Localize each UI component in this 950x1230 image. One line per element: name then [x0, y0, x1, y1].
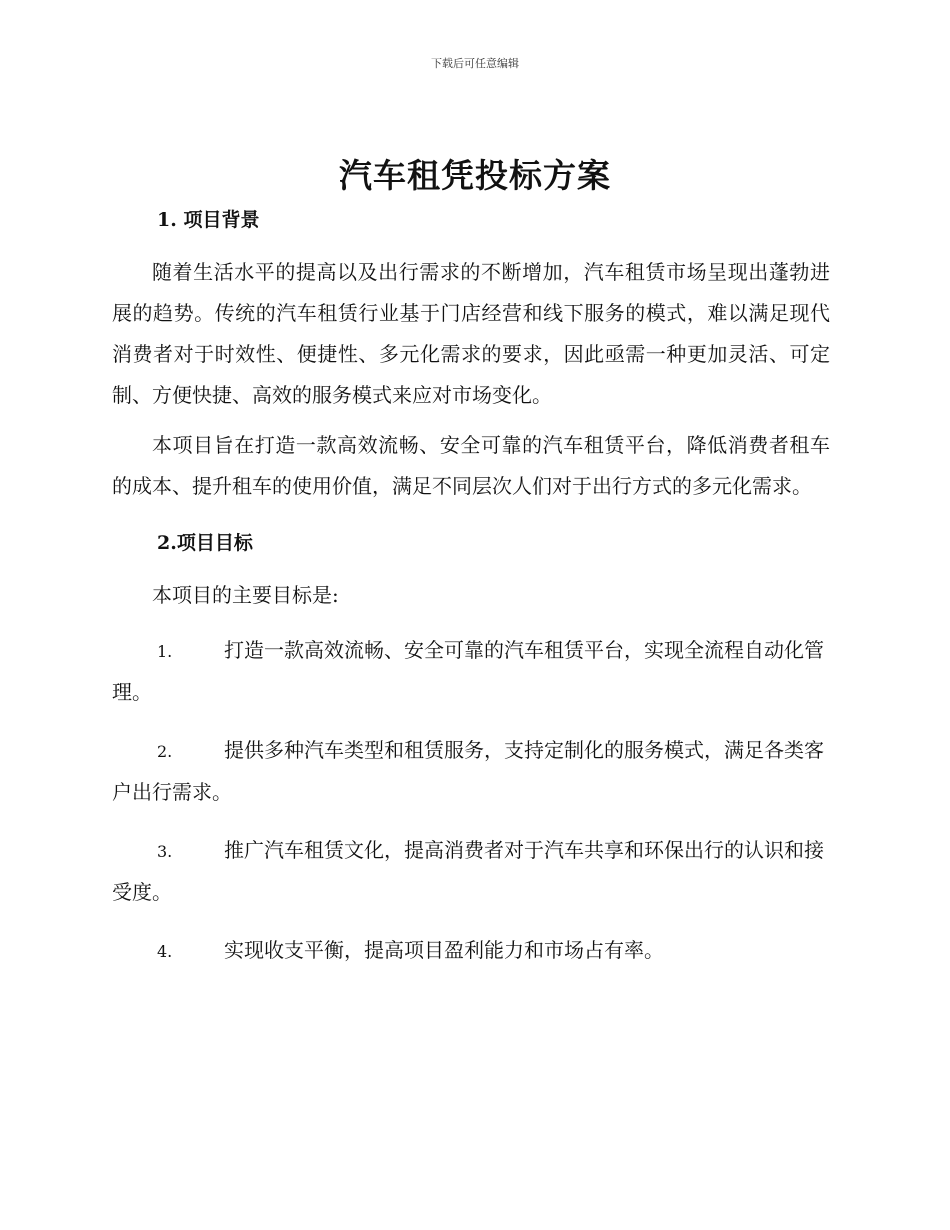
section-heading-background: 1. 项目背景: [157, 209, 260, 231]
list-item-number: 1.: [157, 642, 173, 661]
list-item-text: 实现收支平衡，提高项目盈利能力和市场占有率。: [224, 938, 664, 962]
list-item-number: 3.: [157, 842, 173, 861]
list-item-number: 2.: [157, 742, 173, 761]
document-body: [112, 200, 830, 989]
goals-intro: 本项目的主要目标是:: [152, 583, 339, 607]
document-title: 汽车租凭投标方案: [339, 156, 611, 195]
section-heading-goals: 2.项目目标: [157, 532, 253, 554]
list-item-text: 推广汽车租赁文化，提高消费者对于汽车共享和环保出行的认识和接受度。: [112, 838, 824, 904]
list-item-text: 打造一款高效流畅、安全可靠的汽车租赁平台，实现全流程自动化管理。: [112, 638, 824, 704]
list-item: [112, 830, 830, 913]
list-item-text: 提供多种汽车类型和租赁服务，支持定制化的服务模式，满足各类客户出行需求。: [112, 738, 824, 804]
list-item: [112, 930, 830, 972]
list-item-number: 4.: [157, 942, 173, 961]
paragraph: 随着生活水平的提高以及出行需求的不断增加，汽车租赁市场呈现出蓬勃进展的趋势。传统的汽车租赁行业基于门店经营和线下服务的模式，难以满足现代消费者对于时效性、便捷性、多元化需求的要求，因此亟需一种更加灵活、可定制、方便快捷、高效的服务模式来应对市场变化。: [112, 260, 830, 407]
list-item: [112, 630, 830, 713]
page-header: 下载后可任意编辑: [431, 57, 519, 70]
paragraph: 本项目旨在打造一款高效流畅、安全可靠的汽车租赁平台，降低消费者租车的成本、提升租车的使用价值，满足不同层次人们对于出行方式的多元化需求。: [112, 433, 830, 498]
list-item: [112, 730, 830, 813]
